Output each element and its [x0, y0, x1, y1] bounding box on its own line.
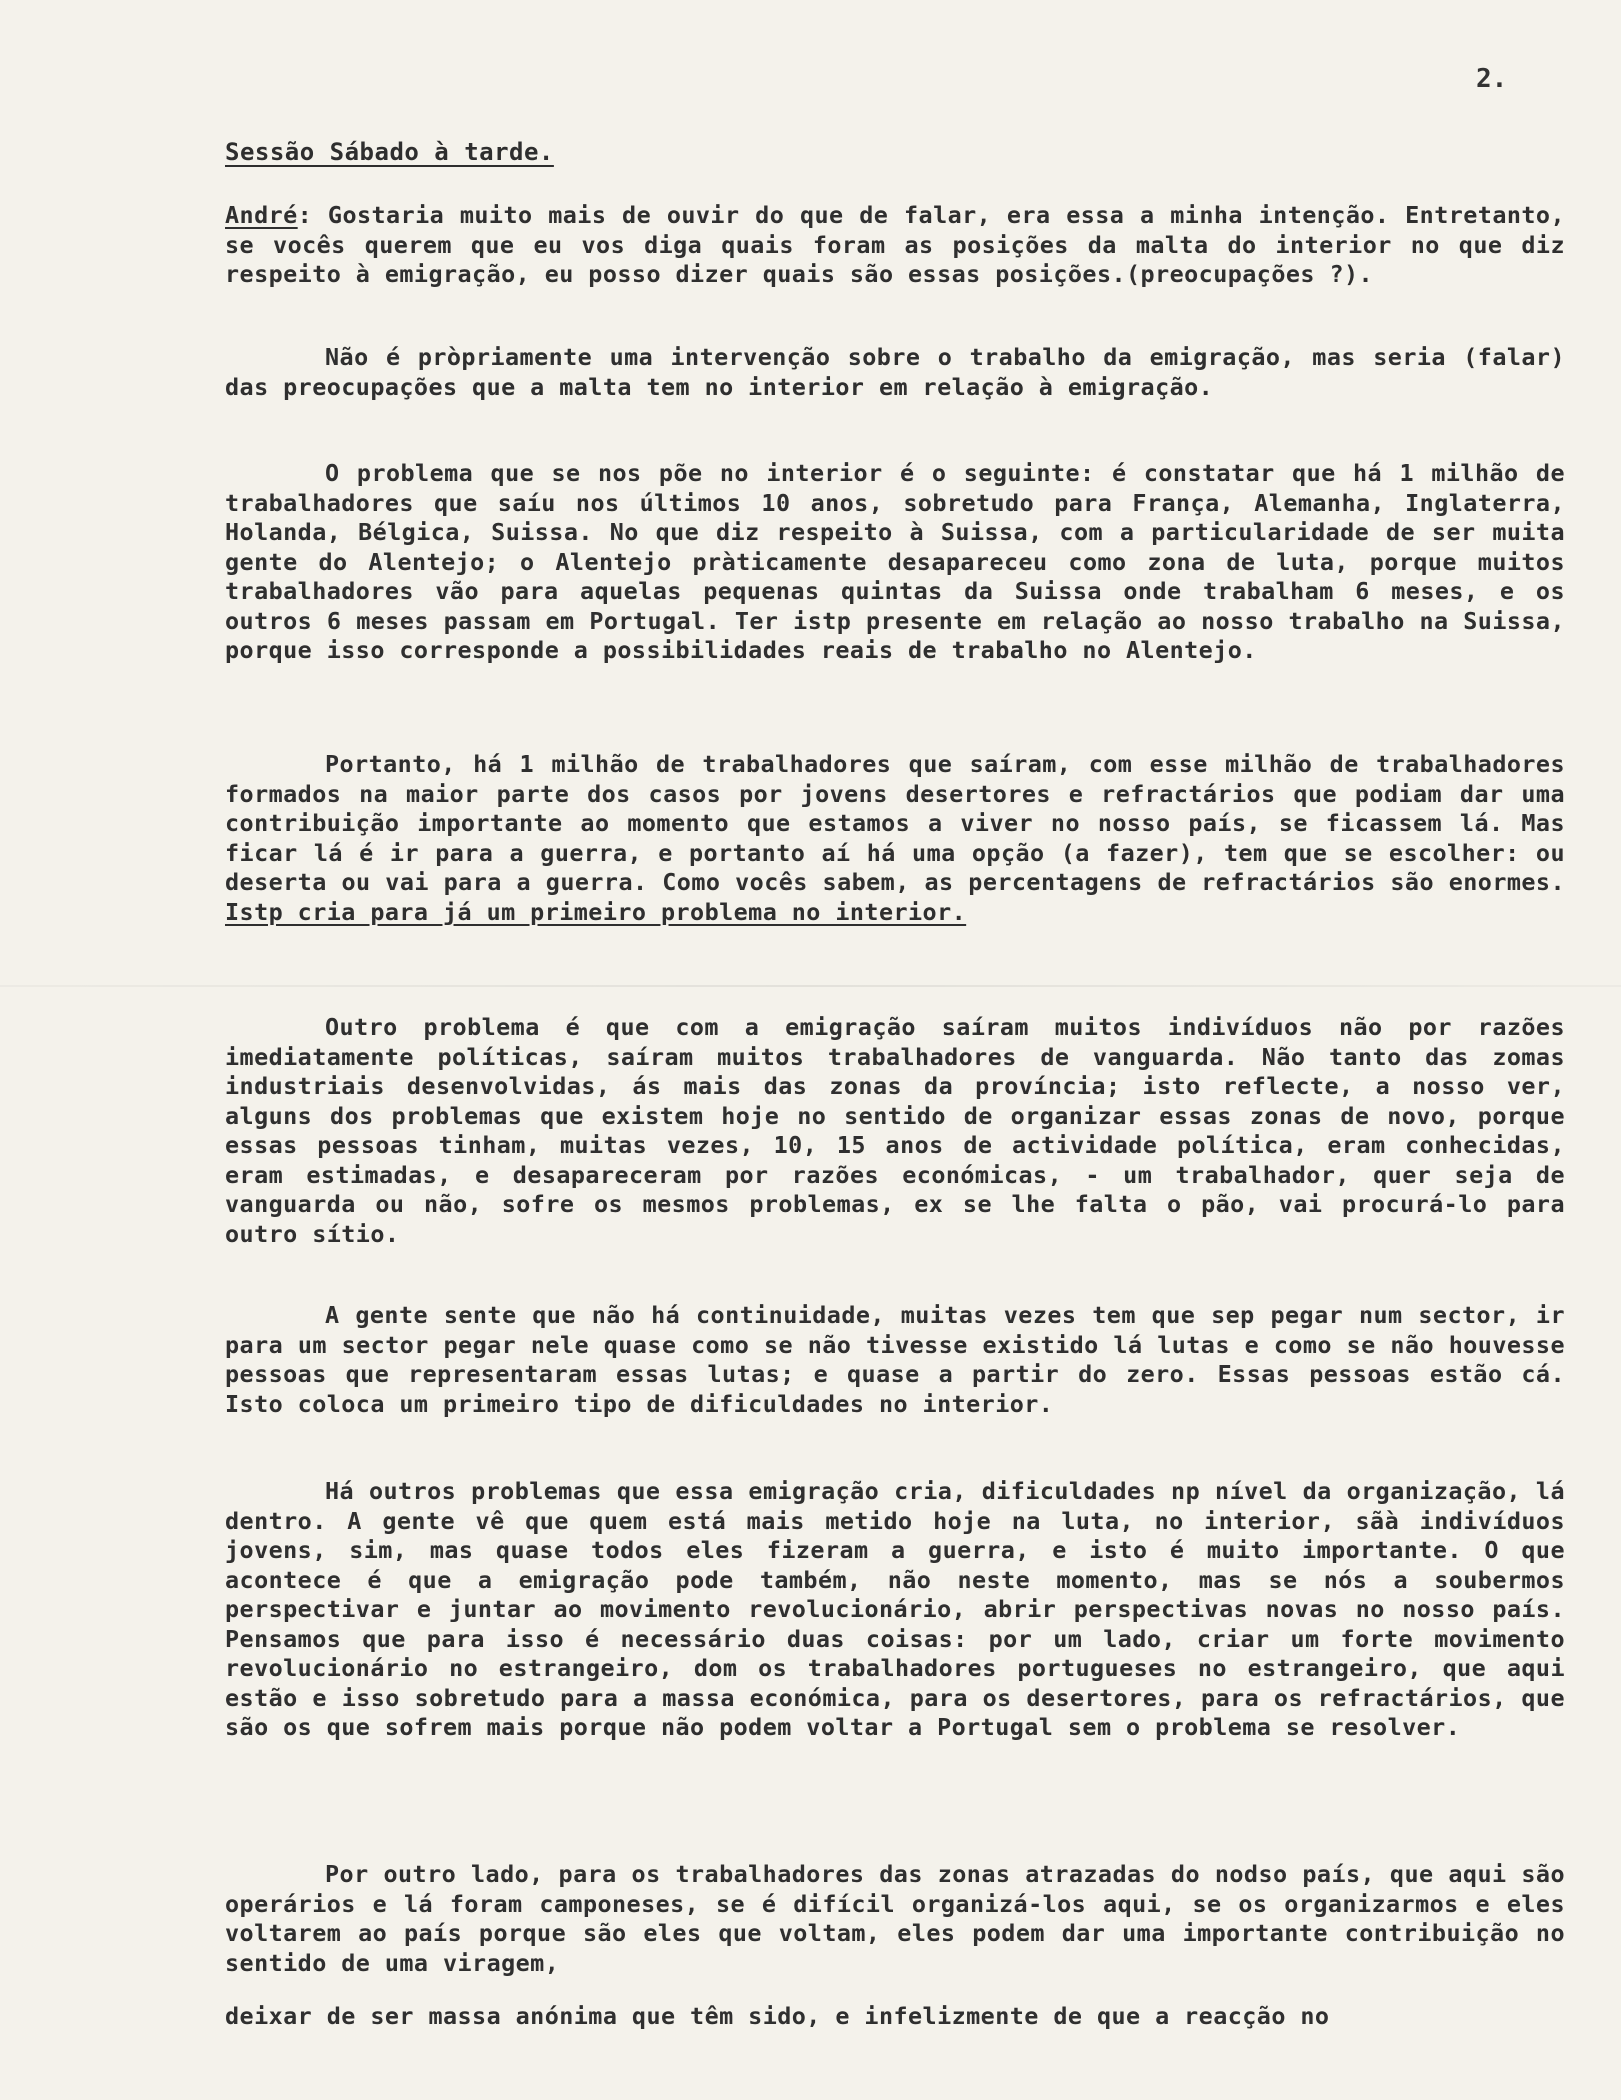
speaker-name: André [225, 201, 298, 229]
paper-fold-line [0, 985, 1621, 987]
paragraph-2: Não é pròpriamente uma intervenção sobre o trabalho da emigração, mas seria (falar) das preocupações que a malta tem no interior em relação à emigração. [225, 343, 1565, 401]
paragraph-9: deixar de ser massa anónima que têm sido, e infelizmente de que a reacção no [225, 2002, 1330, 2030]
paragraph-1 [225, 201, 1565, 290]
section-heading: Sessão Sábado à tarde. [225, 138, 554, 166]
paragraph-3: O problema que se nos põe no interior é o seguinte: é constatar que há 1 milhão de trabalhadores que saíu nos últimos 10 anos, sobretudo para França, Alemanha, Inglaterra, Holanda, Bélgica, Suissa. No que diz respeito à Suissa, com a particularidade de ser muita gente do Alentejo; o Alentejo pràticamente desapareceu como zona de luta, porque muitos trabalhadores vão para aquelas pequenas quintas da Suissa onde trabalham 6 meses, e os outros 6 meses passam em Portugal. Ter istp presente em relação ao nosso trabalho na Suissa, porque isso corresponde a possibilidades reais de trabalho no Alentejo. [225, 459, 1565, 664]
paragraph-5: Outro problema é que com a emigração saíram muitos indivíduos não por razões imediatamente políticas, saíram muitos trabalhadores de vanguarda. Não tanto das zomas industriais desenvolvidas, ás mais das zonas da província; isto reflecte, a nosso ver, alguns dos problemas que existem hoje no sentido de organizar essas zonas de novo, porque essas pessoas tinham, muitas vezes, 10, 15 anos de actividade política, eram conhecidas, eram estimadas, e desapareceram por razões económicas, - um trabalhador, quer seja de vanguarda ou não, sofre os mesmos problemas, ex se lhe falta o pão, vai procurá-lo para outro sítio. [225, 1013, 1565, 1248]
underlined-sentence: Istp cria para já um primeiro problema no interior. [225, 897, 967, 926]
paragraph-4 [225, 750, 1565, 927]
paragraph-text: : Gostaria muito mais de ouvir do que de falar, era essa a minha intenção. Entretanto, se vocês querem que eu vos diga quais foram as posições da malta do interior no que diz respeito à emigração, eu posso dizer quais são essas posições.(preocupações ?). [225, 201, 1565, 288]
paragraph-text: Portanto, há 1 milhão de trabalhadores que saíram, com esse milhão de trabalhadores formados na maior parte dos casos por jovens desertores e refractários que podiam dar uma contribuição importante ao momento que estamos a viver no nosso país, se ficassem lá. Mas ficar lá é ir para a guerra, e portanto aí há uma opção (a fazer), tem que se escolher: ou deserta ou vai para a guerra. Como vocês sabem, as percentagens de refractários são enormes. [225, 750, 1565, 896]
paragraph-6: A gente sente que não há continuidade, muitas vezes tem que sep pegar num sector, ir para um sector pegar nele quase como se não tivesse existido lá lutas e como se não houvesse pessoas que representaram essas lutas; e quase a partir do zero. Essas pessoas estão cá. Isto coloca um primeiro tipo de dificuldades no interior. [225, 1301, 1565, 1418]
paragraph-7: Há outros problemas que essa emigração cria, dificuldades np nível da organização, lá dentro. A gente vê que quem está mais metido hoje na luta, no interior, sãà indivíduos jovens, sim, mas quase todos eles fizeram a guerra, e isto é muito importante. O que acontece é que a emigração pode também, não neste momento, mas se nós a soubermos perspectivar e juntar ao movimento revolucionário, abrir perspectivas novas no nosso país. Pensamos que para isso é necessário duas coisas: por um lado, criar um forte movimento revolucionário no estrangeiro, dom os trabalhadores portugueses no estrangeiro, que aqui estão e isso sobretudo para a massa económica, para os desertores, para os refractários, que são os que sofrem mais porque não podem voltar a Portugal sem o problema se resolver. [225, 1477, 1565, 1741]
paragraph-8: Por outro lado, para os trabalhadores das zonas atrazadas do nodso país, que aqui são operários e lá foram camponeses, se é difícil organizá-los aqui, se os organizarmos e eles voltarem ao país porque são eles que voltam, eles podem dar uma importante contribuição no sentido de uma viragem, [225, 1860, 1565, 1977]
page-number: 2. [1476, 64, 1508, 94]
